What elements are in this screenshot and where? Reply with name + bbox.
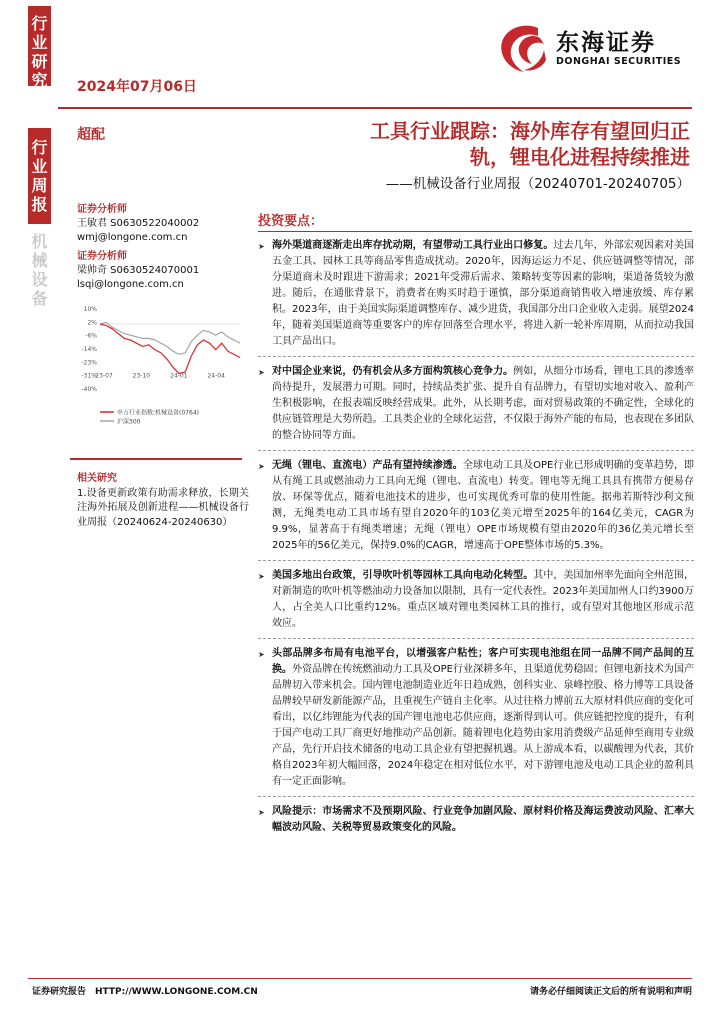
report-subtitle: ——机械设备行业周报（20240701-20240705） — [385, 176, 690, 192]
point-body: 过去几年，外部宏观因素对美国五金工具、园林工具等商品零售造成扰动。2020年，因海运运力不足、供应链调整等情况，部分渠道商未及时跟进下游需求；2021年受滞后需求、策略转变等因素的影响，渠道备货较为激进。随后，在通胀背景下，消费者在购买时趋于谨慎，部分渠道商销售收入增速放缓、库存累积。2023年，由于美国实际渠道调整库存、减少进货，我国部分出口企业收入走弱。展望2024年，随着美国渠道商等重要客户的库存回落至合理水平，将进入新一轮补库周期，从而拉动我国工具产品出口。 — [272, 240, 695, 347]
tab-char: 机 — [31, 232, 48, 251]
footer-disclaimer: 请务必仔细阅读正文后的所有说明和声明 — [529, 987, 692, 997]
point-heading: 头部品牌多布局有电池平台，以增强客户粘性；客户可实现电池组在同一品牌不同产品间的互换。 — [272, 648, 694, 675]
company-name-en: DONGHAI SECURITIES — [556, 56, 682, 67]
dashed-divider — [258, 560, 694, 561]
investment-points-title: 投资要点： — [258, 214, 324, 229]
investment-point — [258, 238, 694, 350]
tab-char: 究 — [31, 71, 48, 90]
dashed-divider — [258, 638, 694, 639]
x-tick-label: 24-04 — [207, 372, 225, 380]
y-tick-label: -14% — [81, 346, 97, 353]
dashed-divider — [258, 356, 694, 357]
title-line-2: 轨，锂电化进程持续推进 — [470, 145, 690, 169]
analyst-block — [77, 203, 199, 245]
analyst-label: 证券分析师 — [77, 251, 127, 262]
tab-char: 备 — [31, 289, 48, 308]
tab-char: 研 — [31, 52, 48, 71]
y-tick-label: -31% — [81, 372, 97, 380]
tab-char: 报 — [31, 195, 48, 214]
tab-char: 业 — [31, 33, 48, 52]
point-body: 其中，美国加州率先面向全州范围，对新制造的吹叶机等燃油动力设备加以限制，具有一定代表性。2023年美国加州人口约3900万人，占全美人口比重约12%。重点区域对锂电类园林工具的推行，或有望对其他地区形成示范效应。 — [272, 570, 695, 629]
chart-divider — [70, 458, 242, 460]
arrow-bullet-icon: ➤ — [258, 368, 265, 377]
investment-divider — [258, 231, 692, 232]
point-body: 例如，从细分市场看，锂电工具的渗透率尚待提升，发展潜力可期。同时，持续品类扩张、提升自有品牌力，有望切实地对收入、盈利产生积极影响，在报表端反映经营成果。此外，从长期考虑，面对贸易政策的不确定性，全球化的供应链管理是大势所趋。工具类企业的全球化运营，不仅限于海外产能的布局，也表现在多团队的整合协同等方面。 — [272, 366, 695, 441]
arrow-bullet-icon: ➤ — [258, 242, 265, 251]
dashed-divider — [258, 450, 694, 451]
company-logo — [494, 20, 706, 80]
y-tick-label: -40% — [81, 386, 97, 393]
analyst-email[interactable]: lsqi@longone.com.cn — [77, 279, 184, 290]
y-tick-label: 10% — [83, 306, 97, 313]
analyst-name: 王敏君 S0630522040002 — [77, 218, 200, 229]
point-heading: 无绳（锂电、直流电）产品有望持续渗透。 — [272, 460, 463, 471]
point-heading: 风险提示：市场需求不及预期风险、行业竞争加剧风险、原材料价格及海运费波动风险、汇率大幅波动风险、关税等贸易政策变化的风险。 — [272, 806, 694, 833]
x-tick-label: 23-07 — [95, 372, 113, 380]
y-tick-label: -23% — [81, 359, 97, 367]
industry-weekly-tab — [28, 128, 51, 224]
dashed-divider — [258, 796, 694, 797]
report-title — [250, 118, 690, 170]
tab-char: 行 — [31, 14, 48, 33]
donghai-dragon-logo-icon — [494, 20, 552, 80]
company-name: 东海证券 — [556, 30, 656, 56]
legend-label: 申万行业指数:机械设备(0764) — [117, 409, 199, 417]
investment-point — [258, 364, 694, 444]
analyst-name: 梁帅奇 S0630524070001 — [77, 265, 200, 276]
machinery-tab — [28, 232, 51, 328]
report-date: 2024年07月06日 — [77, 79, 197, 95]
header-divider — [58, 107, 692, 109]
tab-char: 行 — [31, 138, 48, 157]
point-heading: 美国多地出台政策，引导吹叶机等园林工具向电动化转型。 — [272, 570, 534, 581]
point-body: 全球电动工具及OPE行业已形成明确的变革趋势，即从有绳工具或燃油动力工具向无绳（锂电、直流电）转变。锂电等无绳工具具有携带方便易存放、环保等优点，随着电池技术的进步，也可实现优秀可靠的使用性能。据弗若斯特沙利文预测，无绳类电动工具市场有望自2020年的103亿美元增至2025年的164亿美元，CAGR为9.9%，显著高于有绳类增速；无绳（锂电）OPE市场规模有望由2020年的36亿美元增长至2025年的56亿美元，保持9.0%的CAGR，增速高于OPE整体市场的5.3%。 — [272, 460, 694, 551]
x-tick-label: 23-10 — [132, 372, 151, 380]
performance-chart — [70, 300, 250, 455]
point-body: 外资品牌在传统燃油动力工具及OPE行业深耕多年，且渠道优势稳固；但锂电新技术为国产品牌切入带来机会。国内锂电池制造业近年日趋成熟，创科实业、泉峰控股、格力博等工具设备品牌较早研发新能源产品，且重视生产链自主化率。从过往格力博前五大原材料供应商的变化可看出，以亿纬锂能为代表的国产锂电池电芯供应商，逐渐得到认可。供应链把控度的提升，有利于国产电动工具厂商更好地推动产品创新。随着锂电化趋势由家用消费级产品延伸至商用专业级产品，先行开启技术储备的电动工具企业有望把握机遇。从上游成本看，以碳酸锂为代表，其价格自2023年初大幅回落，2024年稳定在相对低位水平，对下游锂电池及电动工具企业的盈利具有一定正面影响。 — [272, 664, 694, 787]
related-research — [77, 472, 249, 530]
investment-point — [258, 568, 694, 632]
related-item[interactable]: 1.设备更新政策有助需求释放，长期关注海外拓展及创新进程——机械设备行业周报（20240624-20240630） — [77, 487, 249, 528]
y-tick-label: -6% — [85, 332, 97, 340]
analyst-block — [77, 250, 199, 292]
investment-point — [258, 646, 694, 790]
investment-point — [258, 458, 694, 554]
x-tick-label: 24-01 — [170, 372, 188, 380]
point-heading: 对中国企业来说，仍有机会从多方面构筑核心竞争力。 — [272, 366, 514, 377]
y-tick-label: 2% — [87, 319, 97, 327]
arrow-bullet-icon: ➤ — [258, 808, 265, 817]
analyst-label: 证券分析师 — [77, 204, 127, 215]
investment-points — [258, 238, 694, 836]
arrow-bullet-icon: ➤ — [258, 650, 265, 659]
point-heading: 海外渠道商逐渐走出库存扰动期，有望带动工具行业出口修复。 — [272, 240, 554, 251]
rating: 超配 — [77, 127, 105, 143]
legend-label: 沪深300 — [117, 418, 141, 426]
related-label: 相关研究 — [77, 473, 117, 484]
arrow-bullet-icon: ➤ — [258, 572, 265, 581]
series-line — [100, 322, 240, 354]
arrow-bullet-icon: ➤ — [258, 462, 265, 471]
tab-char: 业 — [31, 157, 48, 176]
footer-divider — [28, 978, 692, 979]
footer-website[interactable]: 证券研究报告 HTTP://WWW.LONGONE.COM.CN — [32, 987, 258, 997]
risk-warning — [258, 804, 694, 836]
tab-char: 周 — [31, 176, 48, 195]
tab-char: 械 — [31, 251, 48, 270]
title-line-1: 工具行业跟踪：海外库存有望回归正 — [370, 119, 690, 143]
tab-char: 设 — [31, 270, 48, 289]
industry-research-tab — [28, 6, 51, 90]
analyst-email[interactable]: wmj@longone.com.cn — [77, 232, 188, 243]
